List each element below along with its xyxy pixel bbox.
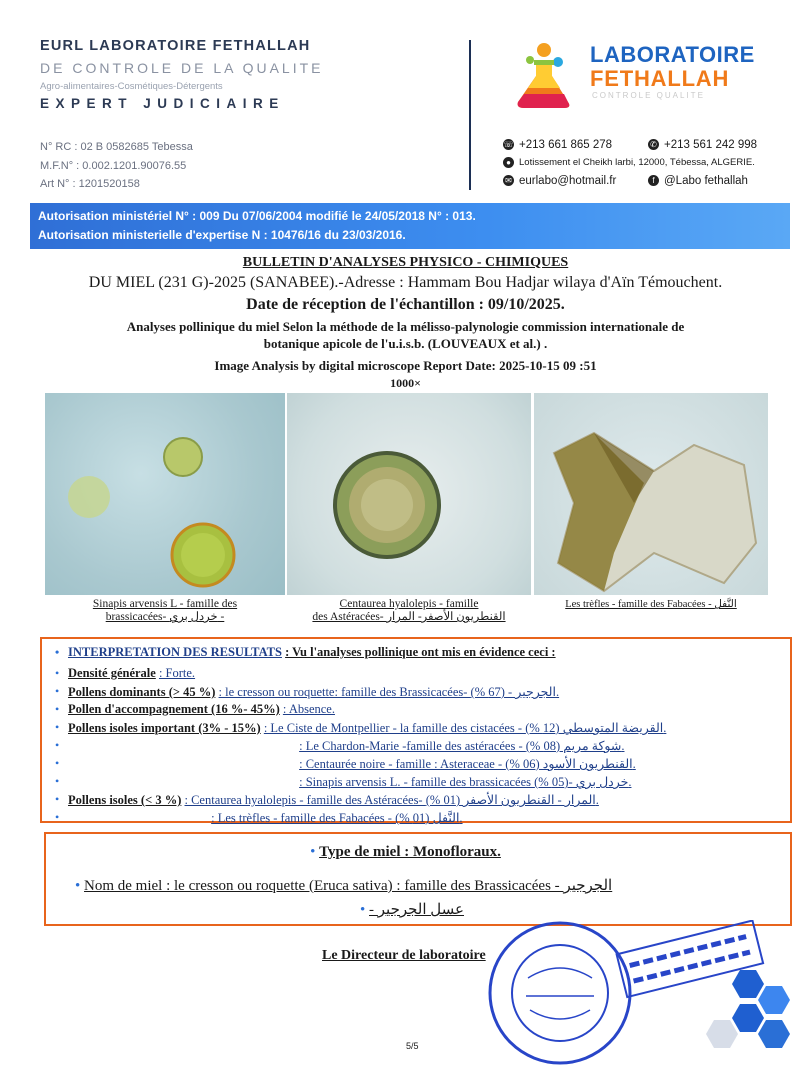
bullet-icon: • <box>360 902 366 918</box>
accomp-line <box>55 702 335 717</box>
company-expert: EXPERT JUDICIAIRE <box>40 96 285 111</box>
caption-trefle <box>534 598 768 611</box>
bullet-icon: • <box>55 684 60 698</box>
company-subtitle: DE CONTROLE DE LA QUALITE <box>40 60 324 76</box>
bulletin-subject: DU MIEL (231 G)-2025 (SANABEE).-Adresse : Hammam Bou Hadjar wilaya d'Aïn Témouchent. <box>88 274 723 291</box>
phone-icon: ☏ <box>503 140 514 150</box>
page-number: 5/5 <box>406 1041 419 1051</box>
art-label: Art N° : <box>40 178 76 190</box>
company-name: EURL LABORATOIRE FETHALLAH <box>40 38 311 54</box>
mail-icon: ✉ <box>503 175 514 186</box>
rc-value: 02 B 0582685 Tebessa <box>80 141 193 153</box>
honey-name-line-1: Nom de miel : le cresson ou roquette (Eruca sativa) : famille des Brassicacées - الجرجير <box>84 878 613 894</box>
phone-1-text: +213 661 865 278 <box>519 139 613 151</box>
rc-line <box>40 141 193 153</box>
interpretation-heading-label: INTERPRETATION DES RESULTATS <box>68 645 282 659</box>
caption-centaurea-line-1: Centaurea hyalolepis - famille <box>339 598 479 610</box>
isoles-value-1: : Centaurea hyalolepis - famille des Astéracées- المرار - القنطريون الأصفر (01 %). <box>184 793 599 807</box>
bullet-icon: • <box>55 666 60 680</box>
caption-centaurea-line-2: des Astéracées- القنطريون الأصفر- المرار <box>312 611 506 623</box>
bullet-icon: • <box>55 810 60 824</box>
reception-date: Date de réception de l'échantillon : 09/10/2025. <box>246 296 565 313</box>
method-line-1: Analyses pollinique du miel Selon la méthode de la mélisso-palynologie commission internationale de <box>126 319 685 334</box>
art-line <box>40 178 140 190</box>
flask-logo-icon <box>500 36 586 112</box>
accomp-value: : Absence. <box>282 702 335 716</box>
phone-2-text: +213 561 242 998 <box>664 139 758 151</box>
caption-sinapis-line-1: Sinapis arvensis L - famille des <box>92 598 238 610</box>
interpretation-heading-suffix: : Vu l'analyses pollinique ont mis en évidence ceci : <box>285 645 556 659</box>
bullet-icon: • <box>55 792 60 806</box>
magnification: 1000× <box>390 376 421 390</box>
dominants-line <box>55 684 560 700</box>
accomp-label: Pollen d'accompagnement (16 %- 45%) <box>68 702 280 716</box>
mf-value: 0.002.1201.90076.55 <box>82 160 187 172</box>
isoles-imp-value-3: : Centaurée noire - famille : Asteraceae - القنطريون الأسود (06 %). <box>299 757 636 771</box>
logo-text-fethallah: FETHALLAH <box>590 66 730 91</box>
densite-label: Densité générale <box>68 666 156 680</box>
densite-line <box>55 666 196 681</box>
method-description <box>0 318 811 352</box>
honey-type-label: Type de miel : Monofloraux. <box>319 844 501 860</box>
microscope-image-trefle <box>534 393 768 595</box>
bullet-icon: • <box>55 645 60 659</box>
bullet-icon: • <box>55 720 60 734</box>
image-analysis-line: Image Analysis by digital microscope Report Date: 2025-10-15 09 :51 <box>214 358 597 373</box>
facebook <box>648 175 748 187</box>
facebook-icon: f <box>648 175 659 186</box>
location-icon: ● <box>503 157 514 168</box>
caption-centaurea <box>287 598 531 624</box>
honey-type <box>0 844 811 861</box>
caption-sinapis-line-2: brassicacées- خردل بري - <box>105 611 225 623</box>
hexagon-decor-icon <box>700 960 800 1070</box>
bullet-icon: • <box>55 738 60 752</box>
art-value: 1201520158 <box>78 178 140 190</box>
microscope-image-sinapis <box>45 393 285 595</box>
bullet-icon: • <box>55 702 60 716</box>
phone-1 <box>503 139 612 151</box>
dominants-label: Pollens dominants (> 45 %) <box>68 685 216 699</box>
logo-text-laboratoire: LABORATOIRE <box>590 42 755 67</box>
header-divider <box>469 40 471 190</box>
honey-name-line-2: - عسل الجرجير <box>369 902 464 918</box>
logo-text-controle: CONTROLE QUALITE <box>592 91 705 100</box>
isoles-imp-value-1: : Le Ciste de Montpellier - la famille des cistacées - القريضة المتوسطي (12 %). <box>263 721 667 735</box>
facebook-text: @Labo fethallah <box>664 175 748 187</box>
bullet-icon: • <box>310 844 316 860</box>
honey-name-arabic <box>360 900 464 919</box>
dominants-value: : le cresson ou roquette: famille des Brassicacées- الجرجير - (67 %). <box>218 685 560 699</box>
banner-line-2: Autorisation ministerielle d'expertise N : 10476/16 du 23/03/2016. <box>38 228 406 242</box>
isoles-imp-line-3 <box>55 756 636 772</box>
isoles-imp-line-4 <box>55 774 632 790</box>
caption-trefle-line-1: Les trèfles - famille des Fabacées - النَّفل <box>565 599 737 610</box>
banner-line-1: Autorisation ministériel N° : 009 Du 07/06/2004 modifié le 24/05/2018 N° : 013. <box>38 209 476 223</box>
isoles-label: Pollens isoles (< 3 %) <box>68 793 182 807</box>
caption-sinapis <box>45 598 285 624</box>
bullet-icon: • <box>55 756 60 770</box>
authorization-banner <box>30 203 790 249</box>
bulletin-title: BULLETIN D'ANALYSES PHYSICO - CHIMIQUES <box>242 255 569 270</box>
address <box>503 157 755 168</box>
bullet-icon: • <box>75 878 81 894</box>
isoles-imp-line-2 <box>55 738 625 754</box>
method-line-2: botanique apicole de l'u.i.s.b. (LOUVEAUX et al.) . <box>263 336 548 351</box>
densite-value: : Forte. <box>158 666 196 680</box>
isoles-line-1 <box>55 792 599 808</box>
isoles-value-2: : Les trèfles - famille des Fabacées - النَّفل (01 %). <box>211 811 463 825</box>
isoles-imp-label: Pollens isoles important (3% - 15%) <box>68 721 261 735</box>
mf-line <box>40 160 186 172</box>
isoles-line-2 <box>55 810 463 826</box>
mf-label: M.F.N° : <box>40 160 80 172</box>
honey-name <box>75 876 612 895</box>
isoles-imp-value-4: : Sinapis arvensis L. - famille des brassicacées خردل بري -(05 %). <box>299 775 632 789</box>
microscope-image-centaurea <box>287 393 531 595</box>
phone-2 <box>648 139 757 151</box>
email-text: eurlabo@hotmail.fr <box>519 175 617 187</box>
interpretation-heading <box>55 645 556 660</box>
address-text: Lotissement el Cheikh larbi, 12000, Tébessa, ALGERIE. <box>519 157 755 169</box>
rc-label: N° RC : <box>40 141 78 153</box>
whatsapp-icon: ✆ <box>648 139 659 150</box>
email <box>503 175 616 187</box>
director-signature-label: Le Directeur de laboratoire <box>322 948 486 963</box>
isoles-imp-line-1 <box>55 720 667 736</box>
isoles-imp-value-2: : Le Chardon-Marie -famille des astéracées - شوكة مريم (08 %). <box>299 739 625 753</box>
company-sectors: Agro-alimentaires-Cosmétiques-Détergents <box>40 81 223 92</box>
bullet-icon: • <box>55 774 60 788</box>
